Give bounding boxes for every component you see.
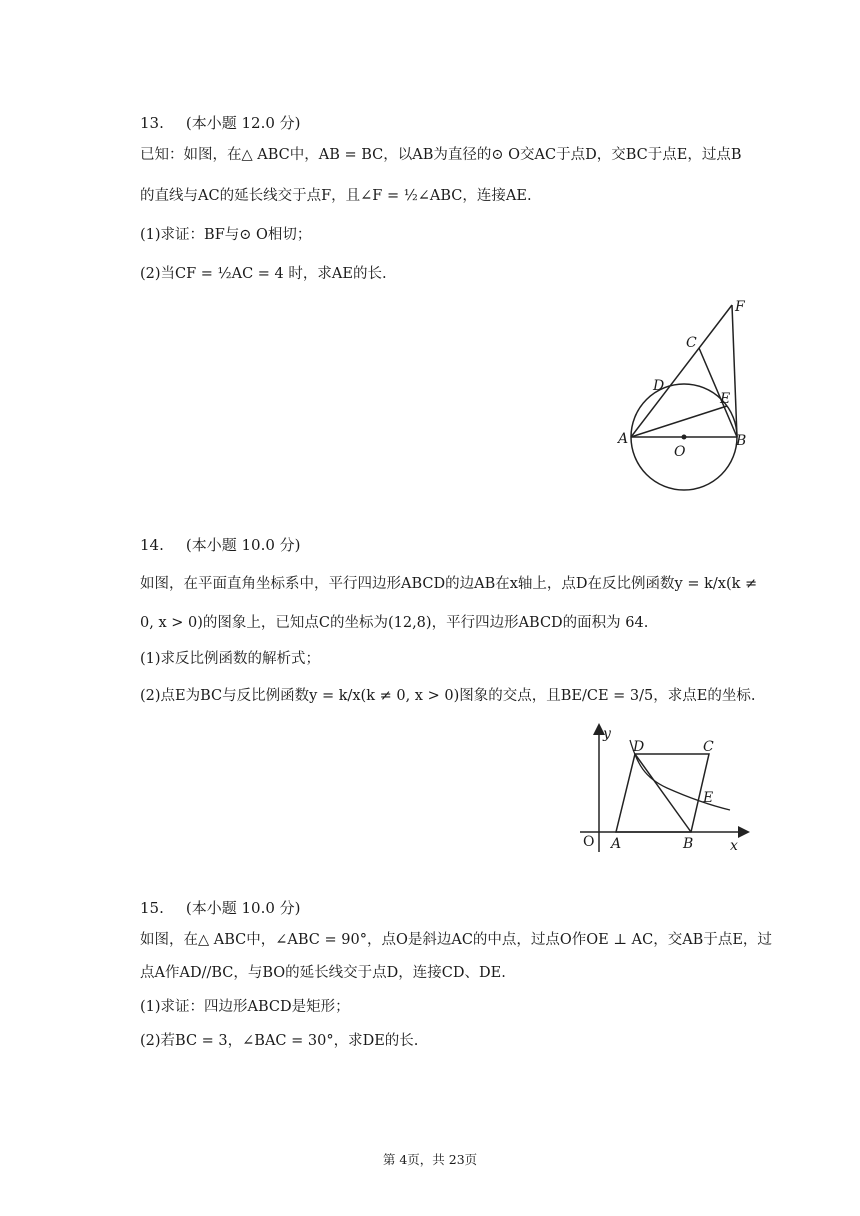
hyperbola-curve [630,740,730,810]
label-f: F [735,299,745,315]
q13-text-line-1: 已知：如图，在△ ABC中，AB = BC，以AB为直径的⊙ O交AC于点D，交BC于点E，过点B [140,147,742,163]
question-15-header [140,897,301,918]
label-origin: O [583,834,595,850]
q14-text-line-2: 0, x > 0)的图象上，已知点C的坐标为(12,8)，平行四边形ABCD的面积为 64. [140,615,649,631]
label-b: B [683,836,694,852]
page-footer: 第 4页，共 23页 [382,1152,478,1167]
label-x: x [730,838,738,854]
q15-part-1: (1)求证：四边形ABCD是矩形； [140,999,350,1015]
question-score: (本小题 10.0 分) [185,899,301,917]
segment-ae [631,406,727,437]
question-number: 13. [140,114,164,132]
label-d: D [633,739,645,755]
segment-af [631,305,732,437]
q13-part-2: (2)当CF = ½AC = 4 时，求AE的长. [140,266,387,282]
question-13-header [140,112,301,133]
q14-coordinate-figure [575,718,755,858]
q14-part-2: (2)点E为BC与反比例函数y = k/x(k ≠ 0, x > 0)图象的交点，且BE/CE = 3/5，求点E的坐标. [140,688,756,704]
q15-text-line-1: 如图，在△ ABC中，∠ABC = 90°，点O是斜边AC的中点，过点O作OE ⊥ AC，交AB于点E，过 [140,932,772,948]
question-14-header [140,534,301,555]
q14-text-line-1: 如图，在平面直角坐标系中，平行四边形ABCD的边AB在x轴上，点D在反比例函数y = k/x(k ≠ [140,576,758,592]
segment-cb [699,348,737,437]
q15-part-2: (2)若BC = 3，∠BAC = 30°，求DE的长. [140,1033,419,1049]
label-a: A [618,431,629,447]
q15-text-line-2: 点A作AD//BC，与BO的延长线交于点D，连接CD、DE. [140,965,506,981]
label-e: E [720,391,731,407]
question-score: (本小题 12.0 分) [185,114,301,132]
q13-circle-figure [610,295,760,495]
label-o: O [674,444,686,460]
label-a: A [611,836,622,852]
question-number: 15. [140,899,164,917]
label-y: y [603,726,611,742]
label-d: D [653,378,665,394]
segment-db [635,754,691,832]
center-point [682,435,687,440]
label-c: C [703,739,714,755]
question-number: 14. [140,536,164,554]
label-b: B [736,433,747,449]
q14-part-1: (1)求反比例函数的解析式； [140,651,321,667]
q13-text-line-2: 的直线与AC的延长线交于点F，且∠F = ½∠ABC，连接AE. [140,188,532,204]
label-e: E [703,790,714,806]
label-c: C [686,335,697,351]
q13-part-1: (1)求证：BF与⊙ O相切； [140,227,312,243]
question-score: (本小题 10.0 分) [185,536,301,554]
